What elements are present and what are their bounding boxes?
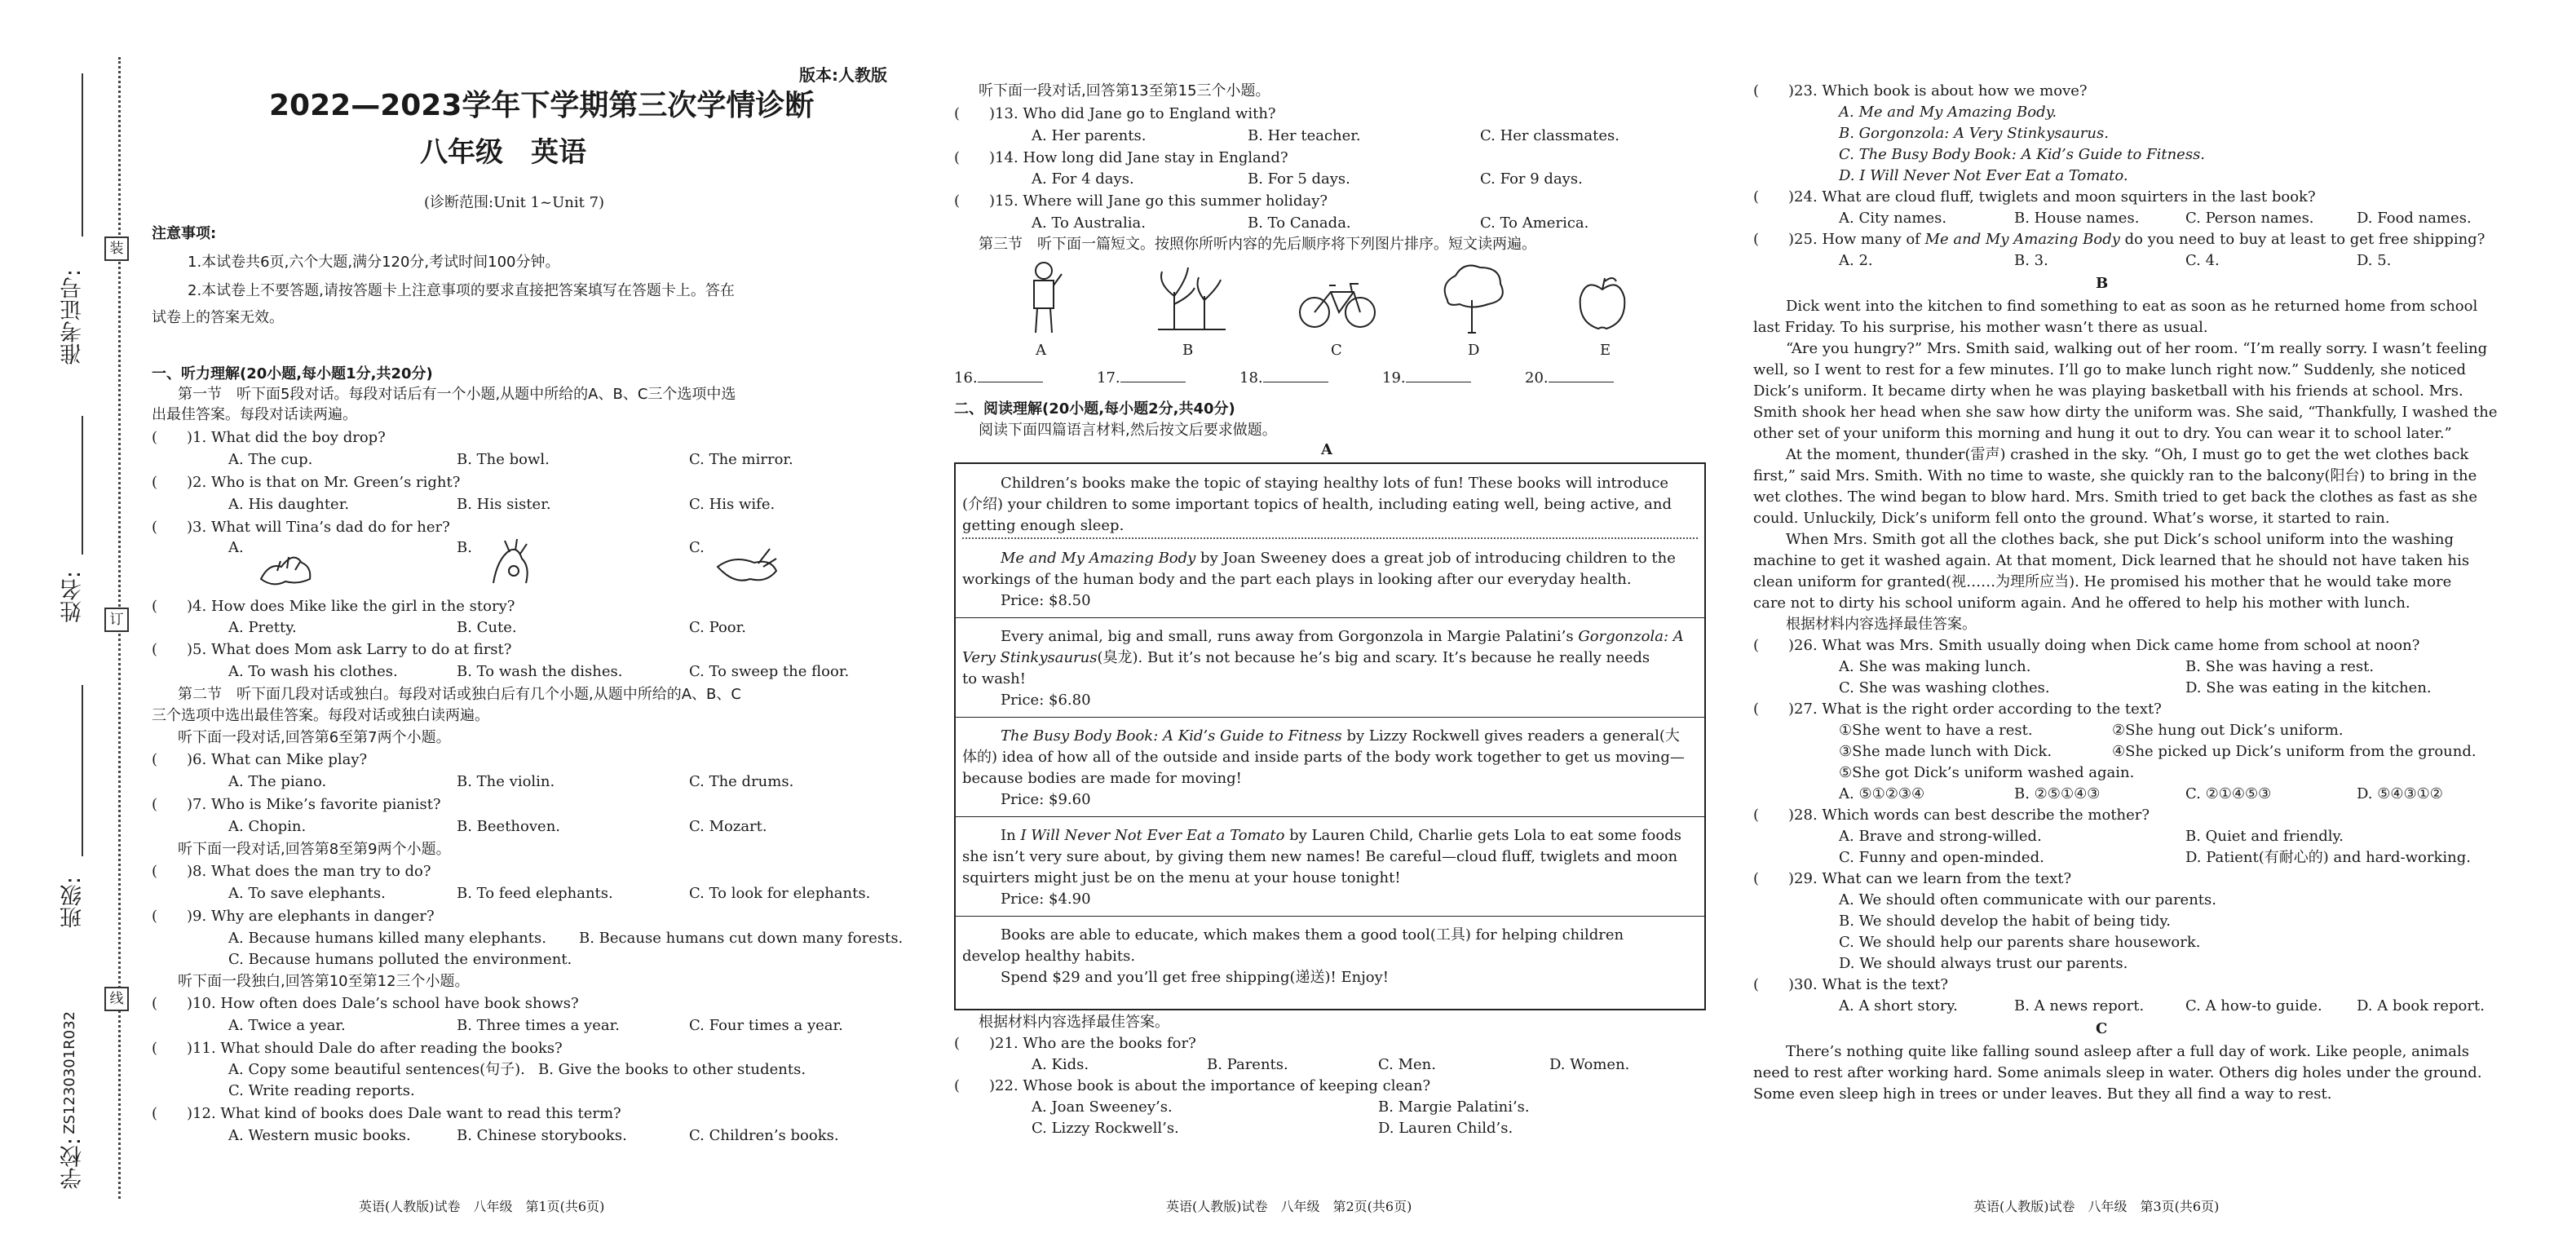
picture-a-label: A (1036, 342, 1046, 359)
picture-d-tree-icon (1435, 259, 1509, 337)
q4-option-a: A. Pretty. (228, 619, 297, 636)
question-23: ( )23. Which book is about how we move? (1753, 82, 2088, 99)
q11-option-c: C. Write reading reports. (228, 1082, 415, 1099)
question-24: ( )24. What are cloud fluff, twiglets and moon squirters in the last book? (1753, 188, 2316, 206)
q30-option-c: C. A how-to guide. (2185, 997, 2322, 1014)
binding-mark-3: 线 (104, 987, 129, 1011)
book-4-line-1 (1001, 826, 1681, 846)
q11-option-a: A. Copy some beautiful sentences(句子). (228, 1061, 525, 1078)
binding-mark-2: 订 (104, 608, 129, 632)
book-1-text-1: by Joan Sweeney does a great job of introducing children to the (1195, 550, 1676, 567)
q9-option-b: B. Because humans cut down many forests. (579, 930, 904, 947)
exam-title: 2022—2023学年下学期第三次学情诊断 (269, 89, 815, 122)
passage-b-line-14: clean uniform for granted(视……为理所应当). He promised his mother that he would take more (1753, 573, 2452, 590)
question-25 (1753, 230, 2485, 250)
passage-b-line-15: care not to dirty his school uniform again. And he offered to help his mother with lunch. (1753, 594, 2410, 612)
q21-option-d: D. Women. (1549, 1056, 1630, 1073)
picture-b-label: B (1182, 342, 1194, 359)
passage-b-line-5: Dick’s uniform. It became dirty when he was playing basketball with his friends at school. Mrs. (1753, 382, 2463, 400)
q23-option-b: B. Gorgonzola: A Very Stinkysaurus. (1839, 125, 2109, 142)
q22-option-c: C. Lizzy Rockwell’s. (1032, 1120, 1179, 1137)
q25-option-b: B. 3. (2014, 252, 2048, 269)
book-3-text-3: because bodies are made for moving! (962, 770, 1242, 787)
box-end-1: Books are able to educate, which makes them a good tool(工具) for helping children (1001, 926, 1624, 944)
q29-option-a: A. We should often communicate with our parents. (1839, 891, 2216, 908)
picture-d-label: D (1468, 342, 1480, 359)
q13-option-c: C. Her classmates. (1480, 127, 1619, 144)
q28-option-c: C. Funny and open-minded. (1839, 849, 2044, 866)
q6-option-c: C. The drums. (689, 773, 794, 790)
blank-19 (1382, 367, 1471, 388)
q2-option-a: A. His daughter. (228, 496, 350, 513)
q14-option-a: A. For 4 days. (1032, 170, 1134, 188)
question-7: ( )7. Who is Mike’s favorite pianist? (152, 796, 441, 813)
class-line (82, 685, 83, 856)
exam-number-line (82, 73, 83, 236)
question-29: ( )29. What can we learn from the text? (1753, 870, 2072, 887)
passage-c-line-3: Some even sleep high in trees or under leaves. But they all find a way to rest. (1753, 1085, 2332, 1103)
question-13: ( )13. Who did Jane go to England with? (954, 105, 1276, 122)
q4-option-c: C. Poor. (689, 619, 746, 636)
q8-option-c: C. To look for elephants. (689, 885, 871, 902)
q15-option-a: A. To Australia. (1032, 214, 1146, 232)
q27-option-d: D. ⑤④③①② (2357, 785, 2443, 802)
q12-option-a: A. Western music books. (228, 1127, 411, 1144)
part-3-instruction: 第三节 听下面一篇短文。按照你所听内容的先后顺序将下列图片排序。短文读两遍。 (979, 236, 1536, 253)
name-label: 姓名: (60, 571, 86, 623)
question-2: ( )2. Who is that on Mr. Green’s right? (152, 474, 461, 491)
question-5: ( )5. What does Mom ask Larry to do at first? (152, 641, 512, 658)
picture-a-boy-icon (1019, 259, 1068, 337)
q27-event-2: ②She hung out Dick’s uniform. (2112, 722, 2344, 739)
q21-option-c: C. Men. (1378, 1056, 1436, 1073)
q8-option-b: B. To feed elephants. (457, 885, 613, 902)
lead-6: 听下面一段对话,回答第6至第7两个小题。 (178, 729, 451, 746)
book-2-text-3: to wash! (962, 670, 1026, 687)
q3-option-a: A. (228, 539, 244, 556)
q14-option-b: B. For 5 days. (1248, 170, 1350, 188)
box-end-2: develop healthy habits. (962, 948, 1136, 965)
q23-option-c: C. The Busy Body Book: A Kid’s Guide to Fitness. (1839, 146, 2206, 163)
q25-option-a: A. 2. (1839, 252, 1873, 269)
picture-c-label: C (1331, 342, 1342, 359)
q27-option-b: B. ②⑤①④③ (2014, 785, 2101, 802)
q15-option-b: B. To Canada. (1248, 214, 1351, 232)
q11-option-b: B. Give the books to other students. (538, 1061, 806, 1078)
q3-picture-b-icon (481, 534, 546, 591)
q27-event-5: ⑤She got Dick’s uniform washed again. (1839, 764, 2135, 781)
question-12: ( )12. What kind of books does Dale want to read this term? (152, 1105, 621, 1122)
q2-option-b: B. His sister. (457, 496, 551, 513)
q24-option-c: C. Person names. (2185, 210, 2314, 227)
passage-b-line-9: first,” said Mrs. Smith. With no time to waste, she quickly ran to the balcony(阳台) to bring in the (1753, 467, 2477, 484)
q29-option-c: C. We should help our parents share housework. (1839, 934, 2201, 951)
passage-a-choose-instruction: 根据材料内容选择最佳答案。 (979, 1014, 1169, 1031)
q25-book-title: Me and My Amazing Body (1924, 231, 2120, 248)
q13-option-b: B. Her teacher. (1248, 127, 1361, 144)
question-4: ( )4. How does Mike like the girl in the story? (152, 598, 515, 615)
q3-picture-c-icon (709, 534, 783, 591)
page-1-footer: 英语(人教版)试卷 八年级 第1页(共6页) (359, 1199, 605, 1214)
box-divider-1 (956, 617, 1704, 618)
question-11: ( )11. What should Dale do after reading the books? (152, 1040, 563, 1057)
q10-option-a: A. Twice a year. (228, 1017, 346, 1034)
question-30: ( )30. What is the text? (1753, 976, 1949, 993)
passage-c-label: C (2096, 1020, 2108, 1037)
q3-option-b: B. (457, 539, 472, 556)
passage-a-label: A (1321, 441, 1332, 458)
binding-strip (0, 0, 130, 1242)
book-2-title-2: Very Stinkysaurus (962, 649, 1098, 666)
note-2b: 试卷上的答案无效。 (152, 309, 284, 326)
q15-option-c: C. To America. (1480, 214, 1589, 232)
part-2-instruction: 第二节 听下面几段对话或独白。每段对话或独白后有几个小题,从题中所给的A、B、C (178, 686, 741, 703)
passage-b-label: B (2096, 275, 2109, 292)
q7-option-a: A. Chopin. (228, 818, 307, 835)
q12-option-c: C. Children’s books. (689, 1127, 839, 1144)
book-4-text-2: she isn’t very sure about, by giving them new names! Be careful—cloud fluff, twiglets and moon (962, 848, 1678, 865)
q1-option-c: C. The mirror. (689, 451, 793, 468)
question-22: ( )22. Whose book is about the importance of keeping clean? (954, 1077, 1431, 1094)
book-4-text-3: squirters might just be on the menu at your house tonight! (962, 869, 1401, 886)
binding-mark-1: 装 (104, 236, 129, 261)
q5-option-a: A. To wash his clothes. (228, 663, 398, 680)
q25-text-1: ( )25. How many of (1753, 231, 1925, 248)
part-1-instruction-2: 出最佳答案。每段对话读两遍。 (152, 406, 357, 423)
box-divider-2 (956, 717, 1704, 718)
blank-16 (954, 367, 1043, 388)
question-8: ( )8. What does the man try to do? (152, 863, 431, 880)
q26-option-d: D. She was eating in the kitchen. (2185, 679, 2432, 696)
section-2-instruction: 阅读下面四篇语言材料,然后按文后要求做题。 (979, 422, 1277, 439)
section-1-heading: 一、听力理解(20小题,每小题1分,共20分) (152, 365, 433, 382)
book-1-price: Price: $8.50 (1001, 592, 1091, 609)
book-2-title-1: Gorgonzola: A (1578, 628, 1684, 645)
q26-option-b: B. She was having a rest. (2185, 658, 2375, 675)
q13-option-a: A. Her parents. (1032, 127, 1147, 144)
q26-option-a: A. She was making lunch. (1839, 658, 2031, 675)
passage-b-line-10: wet clothes. The wind began to blow hard. Mrs. Smith tried to get back the clothes as fast as she (1753, 488, 2478, 506)
book-2-text-1: Every animal, big and small, runs away from Gorgonzola in Margie Palatini’s (1001, 628, 1579, 645)
passage-b-choose-instruction: 根据材料内容选择最佳答案。 (1786, 616, 1977, 633)
page-3-footer: 英语(人教版)试卷 八年级 第3页(共6页) (1973, 1199, 2220, 1214)
q28-option-b: B. Quiet and friendly. (2185, 828, 2344, 845)
exam-code: ZS1230301R032 (61, 1011, 78, 1134)
q5-option-c: C. To sweep the floor. (689, 663, 850, 680)
q24-option-b: B. House names. (2014, 210, 2140, 227)
picture-c-bicycle-icon (1297, 276, 1378, 333)
blank-17 (1097, 367, 1186, 388)
book-2-text-2: (臭龙). But it’s not because he’s big and scary. It’s because he really needs (1097, 649, 1650, 666)
q27-option-a: A. ⑤①②③④ (1839, 785, 1925, 802)
class-label: 班级: (60, 877, 86, 929)
q29-option-d: D. We should always trust our parents. (1839, 955, 2128, 972)
book-1-title: Me and My Amazing Body (1001, 550, 1196, 567)
box-divider-4 (956, 916, 1704, 917)
question-15: ( )15. Where will Jane go this summer holiday? (954, 192, 1328, 210)
q12-option-b: B. Chinese storybooks. (457, 1127, 627, 1144)
q10-option-b: B. Three times a year. (457, 1017, 620, 1034)
name-line (82, 416, 83, 555)
passage-b-line-8: At the moment, thunder(雷声) crashed in the sky. “Oh, I must go to get the wet clothes back (1786, 446, 2469, 463)
question-3: ( )3. What will Tina’s dad do for her? (152, 519, 450, 536)
passage-b-line-13: machine to get it washed again. At that moment, Dick learned that he should not have taken his (1753, 552, 2470, 569)
q21-option-b: B. Parents. (1207, 1056, 1288, 1073)
q14-option-c: C. For 9 days. (1480, 170, 1583, 188)
passage-b-line-3: “Are you hungry?” Mrs. Smith said, walking out of her room. “I’m really sorry. I wasn’t feeling (1786, 340, 2488, 357)
book-2-price: Price: $6.80 (1001, 692, 1091, 709)
section-2-heading: 二、阅读理解(20小题,每小题2分,共40分) (954, 400, 1235, 418)
q24-option-a: A. City names. (1839, 210, 1947, 227)
q1-option-b: B. The bowl. (457, 451, 550, 468)
book-4-price: Price: $4.90 (1001, 891, 1091, 908)
q10-option-c: C. Four times a year. (689, 1017, 843, 1034)
q30-option-b: B. A news report. (2014, 997, 2145, 1014)
passage-b-line-12: When Mrs. Smith got all the clothes back, she put Dick’s school uniform into the washing (1786, 531, 2454, 548)
q28-option-a: A. Brave and strong-willed. (1839, 828, 2042, 845)
box-intro-3: getting enough sleep. (962, 517, 1125, 534)
passage-b-line-7: other set of your uniform this morning and hung it out to dry. You can wear it to school later.” (1753, 425, 2452, 442)
book-1-line-1 (1001, 549, 1676, 568)
q7-option-c: C. Mozart. (689, 818, 767, 835)
blank-18 (1239, 367, 1328, 388)
q23-option-d: D. I Will Never Not Ever Eat a Tomato. (1839, 167, 2128, 184)
q27-event-3: ③She made lunch with Dick. (1839, 743, 2052, 760)
passage-b-line-4: well, so I went to rest for a few minutes. I’ll go to make lunch right now.” Suddenly, she noticed (1753, 361, 2467, 378)
book-3-price: Price: $9.60 (1001, 791, 1091, 808)
question-28: ( )28. Which words can best describe the mother? (1753, 807, 2150, 824)
book-3-title: The Busy Body Book: A Kid’s Guide to Fitness (1001, 727, 1342, 745)
question-27: ( )27. What is the right order according to the text? (1753, 701, 2162, 718)
box-divider-3 (956, 816, 1704, 817)
notes-heading: 注意事项: (152, 225, 217, 242)
q22-option-b: B. Margie Palatini’s. (1378, 1098, 1530, 1116)
passage-c-line-2: need to rest after working hard. Some animals sleep in water. Others dig holes under the ground. (1753, 1064, 2482, 1081)
part-2-instruction-2: 三个选项中选出最佳答案。每段对话或独白读两遍。 (152, 707, 489, 724)
passage-c-line-1: There’s nothing quite like falling sound asleep after a full day of work. Like people, animals (1786, 1043, 2469, 1060)
q30-option-a: A. A short story. (1839, 997, 1958, 1014)
exam-subtitle: 八年级 英语 (420, 136, 586, 169)
exam-scope: (诊断范围:Unit 1~Unit 7) (424, 194, 605, 211)
book-2-line-2 (962, 648, 1650, 668)
lead-10: 听下面一段独白,回答第10至第12三个小题。 (178, 973, 470, 990)
box-end-3: Spend $29 and you’ll get free shipping(递送)! Enjoy! (1001, 969, 1390, 986)
q26-option-c: C. She was washing clothes. (1839, 679, 2050, 696)
q29-option-b: B. We should develop the habit of being tidy. (1839, 913, 2171, 930)
book-4-text-0: In (1001, 827, 1021, 844)
q4-option-b: B. Cute. (457, 619, 517, 636)
picture-e-label: E (1600, 342, 1611, 359)
q3-picture-a-icon (253, 534, 318, 591)
school-label: 学校: (60, 1138, 86, 1190)
blank-20 (1525, 367, 1614, 388)
exam-number-label: 准考证号: (60, 269, 86, 365)
book-1-text-2: workings of the human body and the part each plays in looking after our everyday health. (962, 571, 1632, 588)
q9-option-c: C. Because humans polluted the environment. (228, 951, 572, 968)
q24-option-d: D. Food names. (2357, 210, 2472, 227)
q21-option-a: A. Kids. (1032, 1056, 1089, 1073)
book-4-text-1: by Lauren Child, Charlie gets Lola to eat some foods (1284, 827, 1681, 844)
blank-16-label: 16. (954, 369, 978, 387)
q7-option-b: B. Beethoven. (457, 818, 561, 835)
q23-option-a: A. Me and My Amazing Body. (1839, 104, 2057, 121)
book-2-line-1 (1001, 627, 1684, 647)
q27-event-4: ④She picked up Dick’s uniform from the ground. (2112, 743, 2477, 760)
book-4-title: I Will Never Not Ever Eat a Tomato (1020, 827, 1285, 844)
question-9: ( )9. Why are elephants in danger? (152, 908, 435, 925)
q2-option-c: C. His wife. (689, 496, 775, 513)
q25-option-c: C. 4. (2185, 252, 2220, 269)
question-21: ( )21. Who are the books for? (954, 1035, 1196, 1052)
question-6: ( )6. What can Mike play? (152, 751, 368, 768)
note-1: 1.本试卷共6页,六个大题,满分120分,考试时间100分钟。 (188, 254, 560, 271)
q28-option-d: D. Patient(有耐心的) and hard-working. (2185, 849, 2471, 866)
q3-option-c: C. (689, 539, 705, 556)
q8-option-a: A. To save elephants. (228, 885, 386, 902)
picture-e-apple-icon (1574, 273, 1631, 334)
part-1-instruction: 第一节 听下面5段对话。每段对话后有一个小题,从题中所给的A、B、C三个选项中选 (178, 386, 736, 403)
passage-b-line-11: could. Unluckily, Dick’s uniform fell onto the ground. What’s worse, it started to rain. (1753, 510, 2390, 527)
passage-b-line-2: last Friday. To his surprise, his mother wasn’t there as usual. (1753, 319, 2208, 336)
blank-18-label: 18. (1239, 369, 1263, 387)
book-3-line-1 (1001, 727, 1680, 746)
passage-b-line-1: Dick went into the kitchen to find something to eat as soon as he returned home from school (1786, 298, 2478, 315)
note-2a: 2.本试卷上不要答题,请按答题卡上注意事项的要求直接把答案填写在答题卡上。答在 (188, 282, 735, 299)
q9-option-a: A. Because humans killed many elephants. (228, 930, 546, 947)
book-3-text-2: 体的) idea of how all of the outside and inside parts of the body work together to get us moving— (962, 749, 1685, 766)
box-intro-1: Children’s books make the topic of staying healthy lots of fun! These books will introduce (1001, 475, 1669, 492)
blank-19-label: 19. (1382, 369, 1406, 387)
q27-option-c: C. ②①④⑤③ (2185, 785, 2272, 802)
q27-event-1: ①She went to have a rest. (1839, 722, 2033, 739)
q6-option-b: B. The violin. (457, 773, 555, 790)
question-10: ( )10. How often does Dale’s school have book shows? (152, 995, 579, 1012)
question-1: ( )1. What did the boy drop? (152, 429, 386, 446)
q22-option-d: D. Lauren Child’s. (1378, 1120, 1513, 1137)
edition-label: 版本:人教版 (799, 65, 887, 85)
question-26: ( )26. What was Mrs. Smith usually doing when Dick came home from school at noon? (1753, 637, 2420, 654)
page-2-footer: 英语(人教版)试卷 八年级 第2页(共6页) (1166, 1199, 1412, 1214)
book-3-text-1: by Lizzy Rockwell gives readers a general(大 (1341, 727, 1680, 745)
q25-option-d: D. 5. (2357, 252, 2392, 269)
passage-a-box (954, 462, 1706, 1010)
q30-option-d: D. A book report. (2357, 997, 2485, 1014)
lead-8: 听下面一段对话,回答第8至第9两个小题。 (178, 841, 451, 858)
picture-b-trees-icon (1154, 259, 1227, 333)
q6-option-a: A. The piano. (228, 773, 327, 790)
blank-17-label: 17. (1097, 369, 1120, 387)
q25-text-2: do you need to buy at least to get free shipping? (2119, 231, 2485, 248)
question-14: ( )14. How long did Jane stay in England? (954, 149, 1288, 166)
q5-option-b: B. To wash the dishes. (457, 663, 623, 680)
blank-20-label: 20. (1525, 369, 1549, 387)
box-intro-2: (介绍) your children to some important topics of health, including eating well, being active, and (962, 496, 1672, 513)
wavy-divider (962, 537, 1698, 544)
q1-option-a: A. The cup. (228, 451, 313, 468)
q22-option-a: A. Joan Sweeney’s. (1032, 1098, 1173, 1116)
lead-13: 听下面一段对话,回答第13至第15三个小题。 (979, 82, 1270, 99)
passage-b-line-6: Smith shook her head when she saw how dirty the uniform was. She said, “Thankfully, I washed the (1753, 404, 2498, 421)
